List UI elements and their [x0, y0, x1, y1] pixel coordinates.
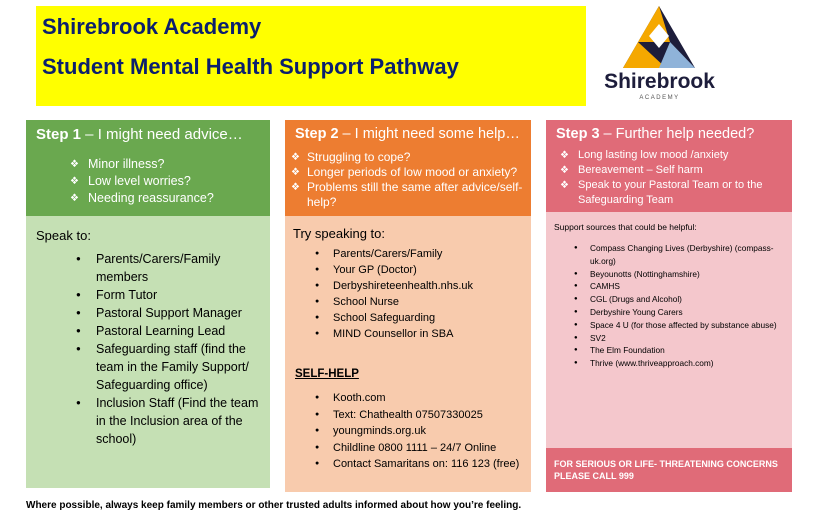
- list-item: ❖ Speak to your Pastoral Team or to the Safeguarding Team: [560, 178, 792, 208]
- list-item: ❖ Bereavement – Self harm: [560, 163, 792, 178]
- page-title: Student Mental Health Support Pathway: [42, 54, 459, 79]
- list-item: ● Beyounotts (Nottinghamshire): [574, 268, 786, 281]
- list-item: ● Thrive (www.thriveapproach.com): [574, 357, 786, 370]
- logo-subtitle: ACADEMY: [639, 95, 680, 101]
- emergency-text: FOR SERIOUS OR LIFE- THREATENING CONCERNS PLEASE CALL 999: [554, 459, 778, 481]
- list-item: ● Derbyshireteenhealth.nhs.uk: [315, 278, 525, 294]
- list-item: ● School Nurse: [315, 294, 525, 310]
- step-1-contacts: [76, 250, 266, 448]
- step-2-heading: – I might need some help…: [338, 126, 520, 142]
- academy-logo: [592, 4, 727, 104]
- list-item: ❖ Long lasting low mood /anxiety: [560, 148, 792, 163]
- step-2-label: Step 2: [295, 126, 339, 142]
- try-speaking-label: Try speaking to:: [293, 226, 386, 241]
- school-name: Shirebrook Academy: [42, 14, 262, 39]
- bottom-note: Where possible, always keep family members or other trusted adults informed about how you’re feeling.: [26, 500, 522, 511]
- step-3-title: [556, 126, 754, 142]
- step-1-questions: [70, 156, 214, 207]
- list-item: ● Parents/Carers/Family: [315, 246, 525, 262]
- step-1-label: Step 1: [36, 126, 82, 143]
- list-item: ● Derbyshire Young Carers: [574, 306, 786, 319]
- list-item: ● Childline 0800 1111 – 24/7 Online: [315, 440, 529, 457]
- step-1-heading: – I might need advice…: [81, 126, 243, 143]
- support-sources-label: Support sources that could be helpful:: [554, 222, 697, 232]
- list-item: ❖ Longer periods of low mood or anxiety?: [291, 165, 531, 180]
- list-item: ❖ Problems still the same after advice/self-help?: [291, 180, 531, 210]
- list-item: ● The Elm Foundation: [574, 344, 786, 357]
- step-3-concerns: [560, 148, 792, 208]
- list-item: ● Text: Chathealth 07507330025: [315, 407, 529, 424]
- title-banner: [36, 6, 586, 106]
- list-item: ● youngminds.org.uk: [315, 423, 529, 440]
- step-3-body: [546, 212, 792, 448]
- list-item: ● Parents/Carers/Family members: [76, 250, 266, 286]
- self-help-list: [315, 390, 529, 473]
- list-item: ● MIND Counsellor in SBA: [315, 326, 525, 342]
- list-item: ● Space 4 U (for those affected by substance abuse): [574, 319, 786, 332]
- step-2-contacts: [315, 246, 525, 342]
- step-3-header: [546, 120, 792, 212]
- list-item: ● CGL (Drugs and Alcohol): [574, 293, 786, 306]
- list-item: ● CAMHS: [574, 280, 786, 293]
- list-item: ● Kooth.com: [315, 390, 529, 407]
- list-item: ● Inclusion Staff (Find the team in the Inclusion area of the school): [76, 394, 266, 448]
- step-3-label: Step 3: [556, 126, 600, 142]
- self-help-heading: SELF-HELP: [295, 368, 359, 380]
- speak-to-label: Speak to:: [36, 228, 91, 243]
- list-item: ● Pastoral Support Manager: [76, 304, 266, 322]
- list-item: ❖ Minor illness?: [70, 156, 214, 173]
- list-item: ● Compass Changing Lives (Derbyshire) (compass-uk.org): [574, 242, 786, 268]
- list-item: ● Safeguarding staff (find the team in the Family Support/ Safeguarding office): [76, 340, 266, 394]
- list-item: ● Your GP (Doctor): [315, 262, 525, 278]
- list-item: ● SV2: [574, 332, 786, 345]
- list-item: ● Pastoral Learning Lead: [76, 322, 266, 340]
- step-1-header: [26, 120, 270, 216]
- step-1-title: [36, 126, 243, 143]
- logo-name: Shirebrook: [604, 70, 715, 93]
- emergency-banner: [546, 448, 792, 492]
- list-item: ● Contact Samaritans on: 116 123 (free): [315, 456, 529, 473]
- logo-triangle-icon: [592, 4, 727, 70]
- list-item: ❖ Needing reassurance?: [70, 190, 214, 207]
- list-item: ● Form Tutor: [76, 286, 266, 304]
- step-2-title: [295, 126, 520, 142]
- support-sources-list: [574, 242, 786, 370]
- list-item: ● School Safeguarding: [315, 310, 525, 326]
- step-2-questions: [291, 150, 531, 210]
- list-item: ❖ Low level worries?: [70, 173, 214, 190]
- step-3-heading: – Further help needed?: [599, 126, 755, 142]
- step-2-body: [285, 216, 531, 492]
- step-1-body: [26, 216, 270, 488]
- list-item: ❖ Struggling to cope?: [291, 150, 531, 165]
- step-2-header: [285, 120, 531, 216]
